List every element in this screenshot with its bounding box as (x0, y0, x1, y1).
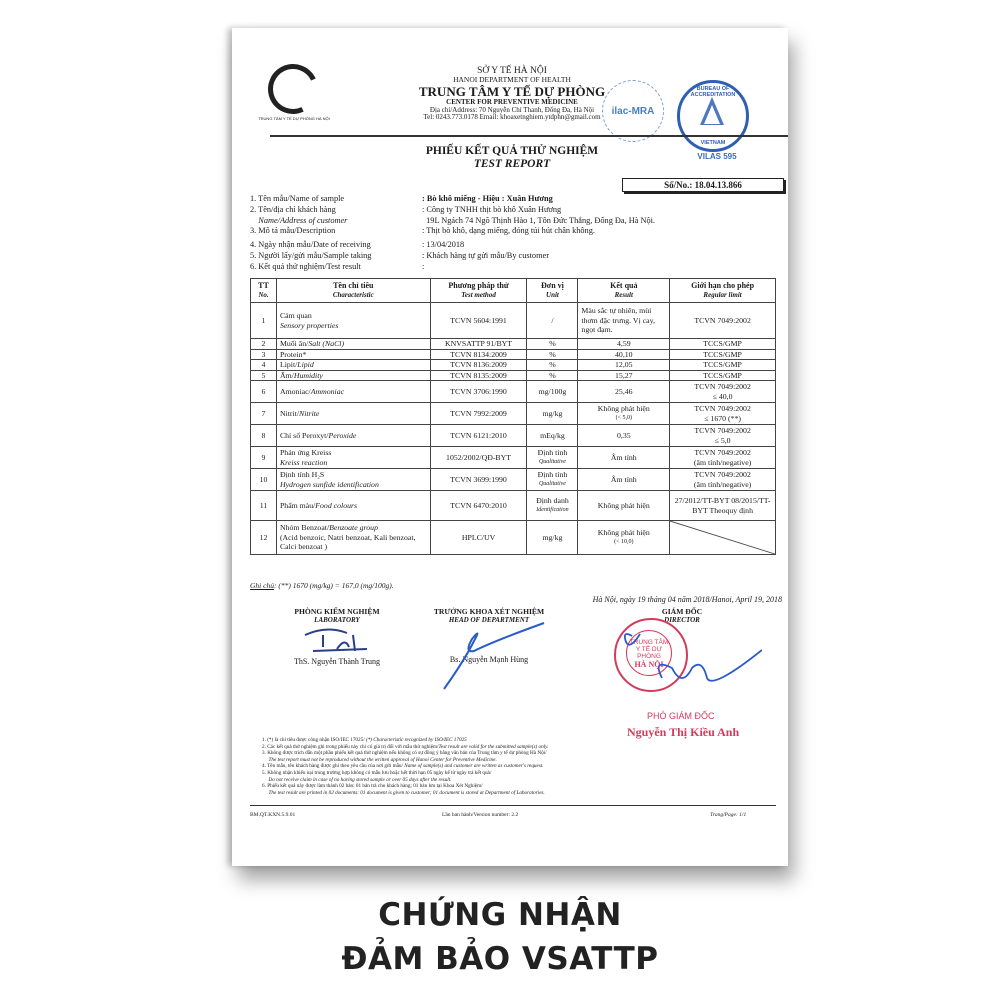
cell-name: Lipit/Lipid (276, 360, 430, 371)
center-vn: TRUNG TÂM Y TẾ DỰ PHÒNG (418, 83, 606, 99)
col-header-unit: Đơn vị Unit (527, 279, 578, 303)
cell-unit: Định tính Qualitative (527, 469, 578, 491)
cell-name: Nhóm Benzoat/Benzoate group (Acid benzoic, Natri benzoat, Kali benzoat, Calci benzoat ) (276, 521, 430, 555)
director-signature-icon (612, 628, 762, 698)
info-value: : Khách hàng tự gửi mẫu/By customer (422, 250, 549, 260)
footnote: 3. Không được trích dẫn một phần phiếu kết quả thử nghiệm nếu không có sự đồng ý bằng văn bản của Trung tâm y tế dự phòng Hà Nội/ (262, 750, 547, 757)
col-header-characteristic: Tên chỉ tiêu Characteristic (276, 279, 430, 303)
boa-triangle-inner (704, 105, 720, 124)
page-number: Trang/Page: 1/1 (710, 812, 747, 818)
cell-limit: TCVN 7049:2002 (670, 303, 776, 339)
title-en: TEST REPORT (473, 158, 551, 171)
head-title: TRƯỞNG KHOA XÉT NGHIỆM (433, 607, 545, 616)
cell-no: 3 (251, 349, 277, 360)
cell-limit-empty (670, 521, 776, 555)
stamp-text: TRUNG TÂM (629, 639, 669, 646)
deputy-title: PHÓ GIÁM ĐỐC (647, 711, 715, 721)
cell-name: Protein* (276, 349, 430, 360)
table-row (251, 521, 776, 555)
info-value: : Bò khô miếng - Hiệu : Xuân Hương (422, 194, 553, 203)
info-row (250, 226, 770, 237)
cell-unit: Định danh Identification (527, 491, 578, 521)
info-label: 2. Tên/địa chỉ khách hàng (250, 204, 336, 214)
info-value: 19L Ngách 74 Ngõ Thịnh Hào 1, Tôn Đức Thắng, Đống Đa, Hà Nội. (422, 215, 656, 225)
lab-signature-block (272, 607, 402, 666)
report-number: Số/No.: 18.04.13.866 (622, 178, 784, 192)
info-row (250, 240, 770, 251)
table-note: Ghi chú: (**) 1670 (mg/kg) = 167,0 (mg/100g). (250, 581, 394, 590)
cell-limit: TCVN 7049:2002 (âm tính/negative) (670, 469, 776, 491)
stamp-text: Y TẾ DỰ PHÒNG (635, 646, 663, 660)
cell-name: Phẩm màu/Food colours (276, 491, 430, 521)
lab-signature-icon (297, 627, 377, 655)
info-row (250, 216, 770, 227)
cell-no: 10 (251, 469, 277, 491)
cell-method: TCVN 3699:1990 (430, 469, 527, 491)
cell-unit: mEq/kg (527, 425, 578, 447)
col-header-limit: Giới hạn cho phép Regular limit (670, 279, 776, 303)
table-header-row (251, 279, 776, 303)
cell-result: 25,46 (578, 381, 670, 403)
info-row (250, 262, 770, 273)
lab-title: PHÒNG KIỂM NGHIỆM (294, 607, 380, 616)
footnote: 6. Phiếu kết quả này được làm thành 02 bản: 01 bản trả cho khách hàng; 01 bản lưu tại Khoa Xét Nghiệm/ (262, 783, 483, 790)
cell-no: 12 (251, 521, 277, 555)
cell-no: 9 (251, 447, 277, 469)
cell-method: 1052/2002/QĐ-BYT (430, 447, 527, 469)
col-header-method: Phương pháp thử Test method (430, 279, 527, 303)
address: Địa chỉ/Address: 70 Nguyễn Chí Thanh, Đống Đa, Hà Nội (429, 105, 595, 114)
cell-no: 8 (251, 425, 277, 447)
cell-name: Cảm quan Sensory properties (276, 303, 430, 339)
cell-result: Không phát hiện (< 10,0) (578, 521, 670, 555)
footnote: 2. Các kết quả thử nghiệm ghi trong phiếu này chỉ có giá trị đối với mẫu thử nghiệm/Test result are valid for the submitted sample(s) only. (262, 743, 549, 750)
signature-date: Hà Nội, ngày 19 tháng 04 năm 2018/Hanoi, April 19, 2018 (592, 595, 782, 604)
cell-method: TCVN 6470:2010 (430, 491, 527, 521)
table-row (251, 491, 776, 521)
cell-result: 15,27 (578, 370, 670, 381)
cell-name: Muối ăn/Salt (NaCl) (276, 339, 430, 350)
caption-line-2: ĐẢM BẢO VSATTP (341, 941, 659, 977)
footnote: 5. Không nhận khiếu nại trong trường hợp không có mẫu lưu hoặc hết thời hạn 05 ngày kể từ ngày trả kết quả/ (262, 769, 492, 776)
table-row (251, 339, 776, 350)
cell-result: Không phát hiện (< 5,0) (578, 403, 670, 425)
cell-limit: TCCS/GMP (670, 339, 776, 350)
head-title-en: HEAD OF DEPARTMENT (448, 616, 530, 624)
cell-name: Nitrit/Nitrite (276, 403, 430, 425)
cell-method: TCVN 3706:1990 (430, 381, 527, 403)
table-row (251, 360, 776, 371)
cell-limit: TCVN 7049:2002 ≤ 5,0 (670, 425, 776, 447)
cell-method: TCVN 5604:1991 (430, 303, 527, 339)
sample-info (250, 194, 770, 273)
cell-no: 5 (251, 370, 277, 381)
cell-method: TCVN 8136:2009 (430, 360, 527, 371)
cell-result: Âm tính (578, 469, 670, 491)
certification-caption (0, 893, 1000, 981)
cell-unit: / (527, 303, 578, 339)
head-signer-name: Bs. Nguyễn Mạnh Hùng (449, 655, 529, 664)
boa-top-text: BUREAU OF ACCREDITATION (690, 86, 736, 98)
footnote: 1. (*) là chỉ tiêu được công nhận ISO/IEC 17025/ (*) Characteristic recognized by ISO/IEC 17025 (262, 737, 467, 743)
cell-method: TCVN 6121:2010 (430, 425, 527, 447)
accreditation-seal-icon (677, 80, 749, 152)
info-label: 4. Ngày nhận mẫu/Date of receiving (250, 240, 371, 250)
cell-method: TCVN 8135:2009 (430, 370, 527, 381)
cell-method: TCVN 7992:2009 (430, 403, 527, 425)
table-row (251, 370, 776, 381)
cell-unit: mg/kg (527, 521, 578, 555)
cell-result: Màu sắc tự nhiên, mùi thơm đặc trưng. Vị cay, ngọt đạm. (578, 303, 670, 339)
cell-no: 1 (251, 303, 277, 339)
cell-limit: TCCS/GMP (670, 370, 776, 381)
cell-unit: % (527, 349, 578, 360)
boa-bottom-text: VIETNAM (700, 140, 726, 146)
center-en: CENTER FOR PREVENTIVE MEDICINE (446, 97, 578, 106)
table-row (251, 447, 776, 469)
cell-no: 6 (251, 381, 277, 403)
cell-method: TCVN 8134:2009 (430, 349, 527, 360)
table-row (251, 381, 776, 403)
info-label: Name/Address of customer (250, 215, 348, 225)
cell-limit: TCVN 7049:2002 (âm tính/negative) (670, 447, 776, 469)
col-header-result: Kết quả Result (578, 279, 670, 303)
info-value: : (422, 261, 425, 271)
cell-limit: 27/2012/TT-BYT 08/2015/TT-BYT Theoquy định (670, 491, 776, 521)
test-results-table (250, 278, 776, 555)
table-row (251, 469, 776, 491)
info-row (250, 205, 770, 216)
info-value: : Công ty TNHH thịt bò khô Xuân Hương (422, 204, 562, 214)
logo-caption: TRUNG TÂM Y TẾ DỰ PHÒNG HÀ NỘI (258, 116, 330, 121)
cell-method: HPLC/UV (430, 521, 527, 555)
info-row (250, 194, 770, 205)
dept-vn: SỞ Y TẾ HÀ NỘI (477, 66, 547, 76)
cell-unit: % (527, 360, 578, 371)
info-row (250, 251, 770, 262)
vilas-number: VILAS 595 (697, 152, 737, 161)
head-signature-block (414, 607, 564, 664)
info-label: 5. Người lấy/gửi mẫu/Sample taking (250, 250, 372, 260)
footnotes (262, 737, 782, 796)
lab-title-en: LABORATORY (314, 616, 360, 624)
cell-limit: TCCS/GMP (670, 349, 776, 360)
cell-result: 40,10 (578, 349, 670, 360)
table-row (251, 349, 776, 360)
cell-name: Chỉ số Peroxyt/Peroxide (276, 425, 430, 447)
cell-name: Amoniac/Ammoniac (276, 381, 430, 403)
cell-method: KNVSATTP 91/BYT (430, 339, 527, 350)
director-title-en: DIRECTOR (664, 616, 700, 624)
footnote: The test report must not be reproduced without the written approval of Hanoi Center for Preventive Medicine. (262, 756, 497, 763)
cell-result: 0,35 (578, 425, 670, 447)
cell-name: Phản ứng Kreiss Kreiss reaction (276, 447, 430, 469)
col-header-no: TT No. (251, 279, 277, 303)
test-report-document (232, 28, 788, 866)
cell-unit: % (527, 370, 578, 381)
table-row (251, 403, 776, 425)
cell-result: 12,05 (578, 360, 670, 371)
table-row (251, 425, 776, 447)
dept-en: HANOI DEPARTMENT OF HEALTH (453, 75, 571, 85)
contact: Tel: 0243.773.0178 Email: khoaxetnghiem.ytdphn@gmail.com (423, 113, 601, 122)
caption-line-1: CHỨNG NHẬN (378, 897, 622, 933)
stamp-text: HÀ NỘI (634, 660, 664, 669)
head-signature-icon (434, 621, 554, 691)
cell-result: Âm tính (578, 447, 670, 469)
version-number: Lần ban hành/Version number: 2.2 (442, 812, 519, 818)
lab-signer-name: ThS. Nguyễn Thành Trung (293, 657, 381, 666)
diagonal-strike-icon (670, 521, 775, 554)
footnote: The test result are printed in 02 documents: 01 document is given to customer; 01 document is stored at Department of Laboratories. (262, 789, 545, 796)
cell-no: 2 (251, 339, 277, 350)
form-code: BM.QT.KXN.5.9.01 (250, 812, 296, 818)
cell-unit: % (527, 339, 578, 350)
cell-limit: TCVN 7049:2002 ≤ 1670 (**) (670, 403, 776, 425)
cell-unit: mg/100g (527, 381, 578, 403)
footnote: 4. Tên mẫu, tên khách hàng được ghi theo yêu cầu của nơi gửi mẫu/ Name of sample(s) and customer are written as customer's request. (262, 763, 544, 770)
cell-no: 7 (251, 403, 277, 425)
info-label: 6. Kết quả thử nghiệm/Test result (250, 261, 361, 271)
table-row (251, 303, 776, 339)
info-value: : Thịt bò khô, dạng miếng, đóng túi hút chân không. (422, 226, 595, 236)
director-title: GIÁM ĐỐC (661, 607, 703, 616)
pagoda-logo-icon (261, 57, 325, 121)
info-label: 3. Mô tả mẫu/Description (250, 226, 336, 236)
cell-limit: TCVN 7049:2002 ≤ 40,0 (670, 381, 776, 403)
cell-result: Không phát hiện (578, 491, 670, 521)
info-value: : 13/04/2018 (422, 240, 465, 250)
report-title (382, 145, 642, 171)
info-label: 1. Tên mẫu/Name of sample (250, 194, 345, 203)
center-logo (254, 64, 330, 136)
ilac-label: ilac-MRA (611, 105, 655, 117)
cell-unit: mg/kg (527, 403, 578, 425)
deputy-name: Nguyễn Thị Kiều Anh (627, 725, 740, 739)
footer-divider (250, 805, 776, 806)
cell-no: 4 (251, 360, 277, 371)
footnote: Do not receive claim in case of no having stored sample or over 05 days after the result. (262, 776, 452, 783)
cell-limit: TCCS/GMP (670, 360, 776, 371)
ilac-mra-seal-icon (602, 80, 664, 142)
cell-name: Định tính H₂S Hydrogen sunfide identification (276, 469, 430, 491)
cell-no: 11 (251, 491, 277, 521)
cell-result: 4,59 (578, 339, 670, 350)
cell-unit: Định tính Qualitative (527, 447, 578, 469)
header-divider (270, 135, 788, 137)
cell-name: Ẩm/Humidity (276, 370, 430, 381)
title-vn: PHIẾU KẾT QUẢ THỬ NGHIỆM (425, 145, 599, 157)
